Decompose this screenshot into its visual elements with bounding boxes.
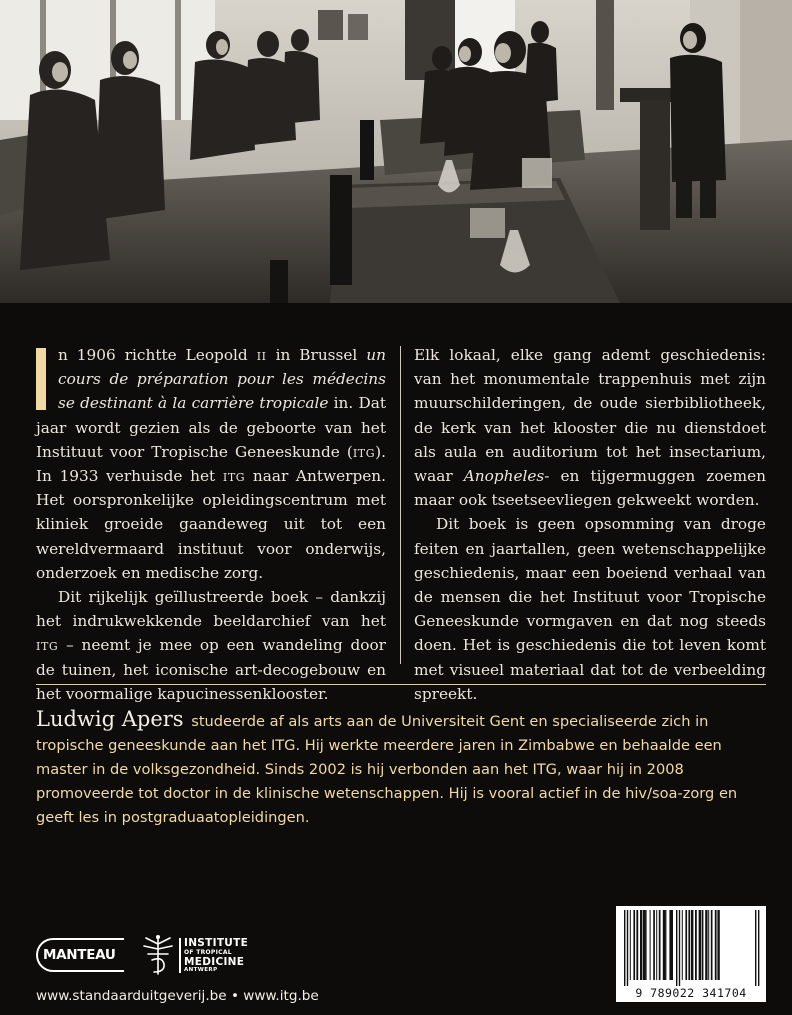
section-divider: [36, 684, 766, 685]
author-bio: [36, 707, 776, 830]
manteau-logo: MANTEAU: [36, 938, 124, 972]
blurb-paragraph-4: Dit boek is geen opsomming van droge feiten en jaartallen, geen wetenschappelijke geschiedenis, maar een boeiend verhaal van de mensen die het Instituut voor Tropische Geneeskunde vormgaven en dat nog steeds doen. Het is geschiedenis die tot leven komt met visueel materiaal dat tot de verbeelding spreekt.: [414, 515, 766, 703]
itg-logo-divider: [179, 938, 181, 973]
drop-cap: [36, 348, 46, 410]
isbn-barcode: [616, 906, 766, 1002]
blurb-left-column: [36, 343, 386, 706]
cover-photo-laboratory: [0, 0, 792, 303]
column-divider: [400, 346, 401, 664]
barcode-bars: [616, 906, 766, 986]
author-name: Ludwig Apers: [36, 707, 184, 731]
itg-logo-text: INSTITUTE OF TROPICAL MEDICINE ANTWERP: [184, 937, 249, 973]
author-bio-text: studeerde af als arts aan de Universiteit Gent en specialiseerde zich in tropische geneeskunde aan het ITG. Hij werkte meerdere jaren in Zimbabwe en behaalde een master in de volksgezondheid. Sinds 2002 is hij verbonden aan het ITG, waar hij in 2008 promoveerde tot doctor in de klinische wetenschappen. Hij is vooral actief in de hiv/soa-zorg en geeft les in postgraduaatopleidingen.: [36, 713, 738, 826]
blurb-right-column: [414, 343, 766, 706]
publisher-urls: www.standaarduitgeverij.be • www.itg.be: [36, 988, 319, 1004]
book-quote: un cours de préparation pour les médecins se destinant à la carrière tropicale: [58, 346, 386, 413]
blurb-paragraph-2: Dit rijkelijk geïllustreerde boek – dankzij het indrukwekkende beeldarchief van het itg – neemt je mee op een wandeling door de tuinen, het iconische art-decogebouw en het voormalige kapucinessenklooster.: [36, 588, 386, 703]
isbn-number: 9 789022 341704: [635, 986, 747, 1000]
blurb-paragraph-1: n 1906 richtte Leopold ii in Brussel un cours de préparation pour les médecins se destinant à la carrière tropicale in. Dat jaar wordt gezien als de geboorte van het Instituut voor Tropische Geneeskunde (itg). In 1933 verhuisde het itg naar Antwerpen. Het oorspronkelijke opleidingscentrum met kliniek groeide gaandeweg uit tot een wereldvermaard instituut voor onderwijs, onderzoek en medische zorg.: [36, 346, 386, 582]
blurb-paragraph-3: Elk lokaal, elke gang ademt geschiedenis: van het monumentale trappenhuis met zijn muurschilderingen, de oude sierbibliotheek, de kerk van het klooster die nu dienstdoet als aula en auditorium tot het insectarium, waar Anopheles- en tijgermuggen zoemen maar ook tseetseevliegen gekweekt worden.: [414, 346, 766, 510]
